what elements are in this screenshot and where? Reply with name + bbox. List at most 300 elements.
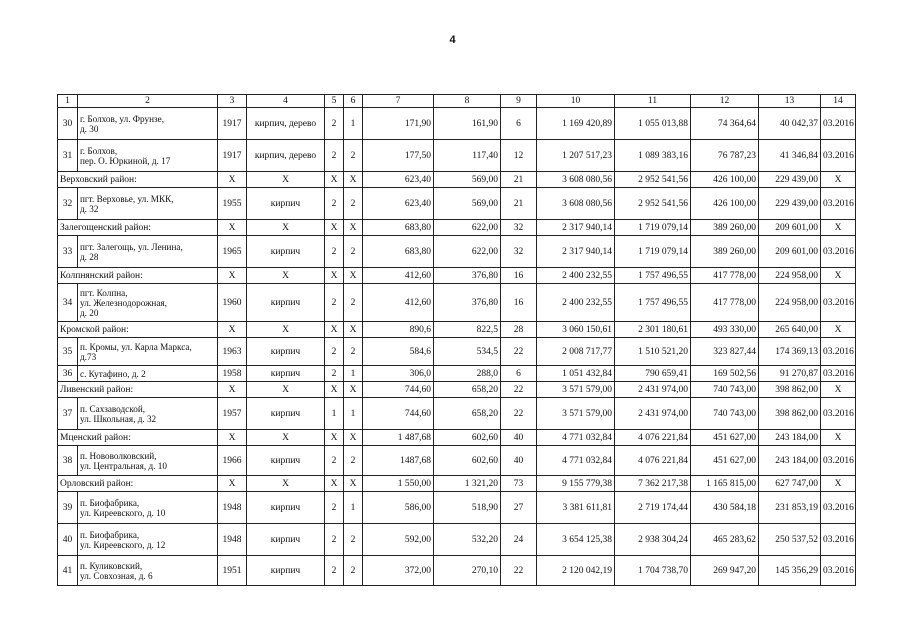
- total-area-cell: 744,60: [363, 398, 434, 430]
- year-cell: X: [218, 322, 247, 338]
- deadline-cell: 03.2016: [821, 188, 856, 220]
- floors-cell: 2: [325, 446, 344, 476]
- address-cell: [78, 338, 218, 366]
- total-area-cell: 372,00: [363, 556, 434, 586]
- cost-total-cell: 2 317 940,14: [537, 220, 615, 236]
- material-cell: кирпич: [247, 556, 325, 586]
- entrances-cell: 1: [344, 108, 363, 140]
- entrances-cell: 1: [344, 366, 363, 382]
- table-row: [58, 236, 856, 268]
- district-name: Кромской район:: [58, 322, 218, 338]
- deadline-cell: X: [821, 430, 856, 446]
- cost-fund-cell: 1 055 013,88: [615, 108, 691, 140]
- address-cell: [78, 556, 218, 586]
- year-cell: 1917: [218, 140, 247, 172]
- address-line: ул. Центральная, д. 10: [80, 460, 167, 471]
- residents-cell: 6: [501, 108, 537, 140]
- cost-region-cell: 323 827,44: [691, 338, 759, 366]
- total-area-cell: 412,60: [363, 268, 434, 284]
- year-cell: X: [218, 476, 247, 492]
- entrances-cell: X: [344, 476, 363, 492]
- header-cell: 6: [344, 95, 363, 108]
- header-cell: 11: [615, 95, 691, 108]
- cost-region-cell: 76 787,23: [691, 140, 759, 172]
- material-cell: кирпич, дерево: [247, 108, 325, 140]
- cost-total-cell: 4 771 032,84: [537, 430, 615, 446]
- header-cell: 1: [58, 95, 78, 108]
- living-area-cell: 602,60: [434, 430, 501, 446]
- address-cell: [78, 188, 218, 220]
- page-number: 4: [449, 34, 456, 46]
- residents-cell: 32: [501, 220, 537, 236]
- deadline-cell: X: [821, 172, 856, 188]
- total-area-cell: 586,00: [363, 492, 434, 524]
- address-line: п. Биофабрика,: [80, 529, 140, 540]
- entrances-cell: X: [344, 268, 363, 284]
- floors-cell: 2: [325, 338, 344, 366]
- row-number: 31: [58, 140, 78, 172]
- cost-total-cell: 3 571 579,00: [537, 398, 615, 430]
- floors-cell: X: [325, 476, 344, 492]
- entrances-cell: X: [344, 220, 363, 236]
- cost-fund-cell: 2 431 974,00: [615, 382, 691, 398]
- deadline-cell: 03.2016: [821, 108, 856, 140]
- header-cell: 12: [691, 95, 759, 108]
- header-cell: 2: [78, 95, 218, 108]
- residents-cell: 28: [501, 322, 537, 338]
- address-cell: [78, 236, 218, 268]
- entrances-cell: X: [344, 382, 363, 398]
- entrances-cell: 2: [344, 556, 363, 586]
- cost-total-cell: 4 771 032,84: [537, 446, 615, 476]
- row-number: 38: [58, 446, 78, 476]
- row-number: 41: [58, 556, 78, 586]
- total-area-cell: 1 487,68: [363, 430, 434, 446]
- cost-total-cell: 3 608 080,56: [537, 188, 615, 220]
- cost-local-cell: 250 537,52: [759, 524, 821, 556]
- cost-region-cell: 740 743,00: [691, 382, 759, 398]
- cost-fund-cell: 1 719 079,14: [615, 236, 691, 268]
- year-cell: 1917: [218, 108, 247, 140]
- cost-local-cell: 229 439,00: [759, 172, 821, 188]
- total-area-cell: 744,60: [363, 382, 434, 398]
- header-row: [58, 95, 856, 108]
- cost-total-cell: 1 207 517,23: [537, 140, 615, 172]
- cost-total-cell: 3 060 150,61: [537, 322, 615, 338]
- cost-region-cell: 169 502,56: [691, 366, 759, 382]
- cost-fund-cell: 2 952 541,56: [615, 188, 691, 220]
- address-line: ул. Школьная, д. 32: [80, 413, 157, 424]
- residents-cell: 16: [501, 268, 537, 284]
- address-cell: [78, 398, 218, 430]
- living-area-cell: 288,0: [434, 366, 501, 382]
- cost-fund-cell: 2 719 174,44: [615, 492, 691, 524]
- header-cell: 3: [218, 95, 247, 108]
- address-line: п. Нововолковский,: [80, 450, 157, 461]
- living-area-cell: 658,20: [434, 398, 501, 430]
- year-cell: 1965: [218, 236, 247, 268]
- deadline-cell: 03.2016: [821, 556, 856, 586]
- address-line: с. Кутафино, д. 2: [80, 368, 146, 379]
- material-cell: X: [247, 322, 325, 338]
- material-cell: X: [247, 382, 325, 398]
- cost-fund-cell: 2 938 304,24: [615, 524, 691, 556]
- residents-cell: 16: [501, 284, 537, 322]
- address-line: д. 28: [80, 251, 99, 262]
- total-area-cell: 1 550,00: [363, 476, 434, 492]
- total-area-cell: 890,6: [363, 322, 434, 338]
- table-row: [58, 338, 856, 366]
- cost-region-cell: 451 627,00: [691, 446, 759, 476]
- address-line: пгт. Залегощь, ул. Ленина,: [80, 241, 183, 252]
- address-line: п. Кромы, ул. Карла Маркса,: [80, 341, 192, 352]
- material-cell: кирпич: [247, 366, 325, 382]
- address-cell: [78, 524, 218, 556]
- cost-fund-cell: 7 362 217,38: [615, 476, 691, 492]
- residents-cell: 73: [501, 476, 537, 492]
- cost-region-cell: 269 947,20: [691, 556, 759, 586]
- cost-region-cell: 493 330,00: [691, 322, 759, 338]
- cost-local-cell: 229 439,00: [759, 188, 821, 220]
- header-cell: 10: [537, 95, 615, 108]
- cost-fund-cell: 1 757 496,55: [615, 268, 691, 284]
- year-cell: X: [218, 172, 247, 188]
- floors-cell: X: [325, 172, 344, 188]
- year-cell: 1957: [218, 398, 247, 430]
- cost-total-cell: 2 400 232,55: [537, 268, 615, 284]
- total-area-cell: 584,6: [363, 338, 434, 366]
- deadline-cell: X: [821, 476, 856, 492]
- material-cell: кирпич: [247, 338, 325, 366]
- entrances-cell: X: [344, 430, 363, 446]
- living-area-cell: 376,80: [434, 268, 501, 284]
- address-line: п. Куликовский,: [80, 560, 143, 571]
- deadline-cell: X: [821, 268, 856, 284]
- cost-fund-cell: 4 076 221,84: [615, 446, 691, 476]
- total-area-cell: 1487,68: [363, 446, 434, 476]
- living-area-cell: 376,80: [434, 284, 501, 322]
- table-row: [58, 188, 856, 220]
- row-number: 33: [58, 236, 78, 268]
- residents-cell: 24: [501, 524, 537, 556]
- cost-total-cell: 3 381 611,81: [537, 492, 615, 524]
- district-row: [58, 476, 856, 492]
- material-cell: кирпич: [247, 236, 325, 268]
- cost-local-cell: 145 356,29: [759, 556, 821, 586]
- deadline-cell: 03.2016: [821, 398, 856, 430]
- address-line: пгт. Верховье, ул. МКК,: [80, 193, 174, 204]
- district-name: Колпнянский район:: [58, 268, 218, 284]
- cost-local-cell: 231 853,19: [759, 492, 821, 524]
- address-line: д. 30: [80, 123, 99, 134]
- address-cell: [78, 366, 218, 382]
- cost-region-cell: 740 743,00: [691, 398, 759, 430]
- table-row: [58, 492, 856, 524]
- year-cell: X: [218, 220, 247, 236]
- living-area-cell: 622,00: [434, 220, 501, 236]
- living-area-cell: 1 321,20: [434, 476, 501, 492]
- cost-local-cell: 265 640,00: [759, 322, 821, 338]
- entrances-cell: 2: [344, 188, 363, 220]
- deadline-cell: X: [821, 382, 856, 398]
- living-area-cell: 569,00: [434, 188, 501, 220]
- material-cell: X: [247, 172, 325, 188]
- cost-total-cell: 3 608 080,56: [537, 172, 615, 188]
- district-row: [58, 172, 856, 188]
- year-cell: 1955: [218, 188, 247, 220]
- residents-cell: 27: [501, 492, 537, 524]
- cost-local-cell: 41 346,84: [759, 140, 821, 172]
- header-cell: 9: [501, 95, 537, 108]
- residents-cell: 21: [501, 188, 537, 220]
- deadline-cell: 03.2016: [821, 492, 856, 524]
- table-body: [58, 95, 856, 586]
- row-number: 36: [58, 366, 78, 382]
- residents-cell: 22: [501, 556, 537, 586]
- residents-cell: 22: [501, 398, 537, 430]
- year-cell: 1951: [218, 556, 247, 586]
- row-number: 37: [58, 398, 78, 430]
- cost-local-cell: 209 601,00: [759, 220, 821, 236]
- living-area-cell: 270,10: [434, 556, 501, 586]
- cost-local-cell: 174 369,13: [759, 338, 821, 366]
- deadline-cell: X: [821, 322, 856, 338]
- year-cell: 1958: [218, 366, 247, 382]
- floors-cell: 2: [325, 492, 344, 524]
- district-name: Орловский район:: [58, 476, 218, 492]
- deadline-cell: 03.2016: [821, 524, 856, 556]
- total-area-cell: 306,0: [363, 366, 434, 382]
- row-number: 34: [58, 284, 78, 322]
- table-row: [58, 446, 856, 476]
- row-number: 32: [58, 188, 78, 220]
- address-line: ул. Железнодорожная,: [80, 297, 167, 308]
- floors-cell: X: [325, 430, 344, 446]
- address-line: ул. Киреевского, д. 10: [80, 507, 166, 518]
- cost-fund-cell: 2 301 180,61: [615, 322, 691, 338]
- entrances-cell: 2: [344, 446, 363, 476]
- deadline-cell: 03.2016: [821, 236, 856, 268]
- total-area-cell: 623,40: [363, 172, 434, 188]
- cost-local-cell: 243 184,00: [759, 446, 821, 476]
- entrances-cell: 1: [344, 398, 363, 430]
- address-cell: [78, 140, 218, 172]
- residents-cell: 40: [501, 430, 537, 446]
- cost-fund-cell: 1 089 383,16: [615, 140, 691, 172]
- district-name: Ливенский район:: [58, 382, 218, 398]
- address-line: пгт. Колпна,: [80, 287, 128, 298]
- floors-cell: 2: [325, 108, 344, 140]
- cost-local-cell: 209 601,00: [759, 236, 821, 268]
- cost-total-cell: 2 400 232,55: [537, 284, 615, 322]
- table-row: [58, 398, 856, 430]
- living-area-cell: 534,5: [434, 338, 501, 366]
- living-area-cell: 117,40: [434, 140, 501, 172]
- floors-cell: X: [325, 382, 344, 398]
- floors-cell: X: [325, 322, 344, 338]
- cost-fund-cell: 790 659,41: [615, 366, 691, 382]
- material-cell: кирпич, дерево: [247, 140, 325, 172]
- floors-cell: 2: [325, 524, 344, 556]
- year-cell: X: [218, 268, 247, 284]
- floors-cell: 2: [325, 140, 344, 172]
- residents-cell: 22: [501, 382, 537, 398]
- residents-cell: 21: [501, 172, 537, 188]
- living-area-cell: 161,90: [434, 108, 501, 140]
- header-cell: 7: [363, 95, 434, 108]
- material-cell: X: [247, 430, 325, 446]
- address-cell: [78, 284, 218, 322]
- floors-cell: 2: [325, 188, 344, 220]
- cost-local-cell: 627 747,00: [759, 476, 821, 492]
- district-row: [58, 430, 856, 446]
- year-cell: 1960: [218, 284, 247, 322]
- year-cell: X: [218, 382, 247, 398]
- row-number: 35: [58, 338, 78, 366]
- table-row: [58, 366, 856, 382]
- cost-fund-cell: 1 719 079,14: [615, 220, 691, 236]
- cost-fund-cell: 2 431 974,00: [615, 398, 691, 430]
- district-row: [58, 322, 856, 338]
- total-area-cell: 683,80: [363, 236, 434, 268]
- living-area-cell: 822,5: [434, 322, 501, 338]
- cost-region-cell: 417 778,00: [691, 268, 759, 284]
- residents-cell: 12: [501, 140, 537, 172]
- header-cell: 5: [325, 95, 344, 108]
- year-cell: 1948: [218, 492, 247, 524]
- cost-local-cell: 398 862,00: [759, 398, 821, 430]
- entrances-cell: X: [344, 172, 363, 188]
- floors-cell: 2: [325, 556, 344, 586]
- living-area-cell: 532,20: [434, 524, 501, 556]
- address-line: пер. О. Юркиной, д. 17: [80, 155, 171, 166]
- cost-fund-cell: 1 704 738,70: [615, 556, 691, 586]
- entrances-cell: 2: [344, 524, 363, 556]
- living-area-cell: 658,20: [434, 382, 501, 398]
- cost-total-cell: 1 051 432,84: [537, 366, 615, 382]
- cost-local-cell: 40 042,37: [759, 108, 821, 140]
- residents-cell: 40: [501, 446, 537, 476]
- living-area-cell: 622,00: [434, 236, 501, 268]
- header-cell: 4: [247, 95, 325, 108]
- district-row: [58, 220, 856, 236]
- residents-cell: 6: [501, 366, 537, 382]
- deadline-cell: 03.2016: [821, 140, 856, 172]
- cost-region-cell: 451 627,00: [691, 430, 759, 446]
- cost-region-cell: 426 100,00: [691, 188, 759, 220]
- entrances-cell: 2: [344, 338, 363, 366]
- cost-fund-cell: 1 510 521,20: [615, 338, 691, 366]
- district-name: Верховский район:: [58, 172, 218, 188]
- address-cell: [78, 446, 218, 476]
- address-line: д.73: [80, 351, 97, 362]
- table-row: [58, 108, 856, 140]
- deadline-cell: 03.2016: [821, 338, 856, 366]
- row-number: 30: [58, 108, 78, 140]
- cost-fund-cell: 1 757 496,55: [615, 284, 691, 322]
- cost-local-cell: 398 862,00: [759, 382, 821, 398]
- floors-cell: 2: [325, 236, 344, 268]
- cost-local-cell: 224 958,00: [759, 268, 821, 284]
- floors-cell: X: [325, 220, 344, 236]
- address-line: ул. Совхозная, д. 6: [80, 570, 153, 581]
- cost-region-cell: 417 778,00: [691, 284, 759, 322]
- cost-fund-cell: 2 952 541,56: [615, 172, 691, 188]
- header-cell: 8: [434, 95, 501, 108]
- material-cell: X: [247, 476, 325, 492]
- residents-cell: 22: [501, 338, 537, 366]
- residents-cell: 32: [501, 236, 537, 268]
- year-cell: 1963: [218, 338, 247, 366]
- cost-region-cell: 389 260,00: [691, 220, 759, 236]
- table-row: [58, 524, 856, 556]
- cost-region-cell: 389 260,00: [691, 236, 759, 268]
- address-line: д. 20: [80, 307, 99, 318]
- district-name: Мценский район:: [58, 430, 218, 446]
- total-area-cell: 592,00: [363, 524, 434, 556]
- year-cell: 1966: [218, 446, 247, 476]
- year-cell: X: [218, 430, 247, 446]
- district-row: [58, 382, 856, 398]
- address-line: п. Сахзаводской,: [80, 403, 146, 414]
- deadline-cell: 03.2016: [821, 446, 856, 476]
- entrances-cell: X: [344, 322, 363, 338]
- living-area-cell: 518,90: [434, 492, 501, 524]
- address-line: ул. Киреевского, д. 12: [80, 539, 166, 550]
- cost-region-cell: 1 165 815,00: [691, 476, 759, 492]
- material-cell: X: [247, 220, 325, 236]
- total-area-cell: 171,90: [363, 108, 434, 140]
- total-area-cell: 623,40: [363, 188, 434, 220]
- address-line: г. Болхов, ул. Фрунзе,: [80, 113, 165, 124]
- cost-total-cell: 1 169 420,89: [537, 108, 615, 140]
- cost-total-cell: 2 120 042,19: [537, 556, 615, 586]
- deadline-cell: 03.2016: [821, 284, 856, 322]
- entrances-cell: 2: [344, 140, 363, 172]
- row-number: 40: [58, 524, 78, 556]
- table-row: [58, 284, 856, 322]
- floors-cell: 1: [325, 398, 344, 430]
- table-row: [58, 140, 856, 172]
- living-area-cell: 602,60: [434, 446, 501, 476]
- housing-table: [57, 94, 856, 586]
- floors-cell: 2: [325, 366, 344, 382]
- total-area-cell: 412,60: [363, 284, 434, 322]
- address-cell: [78, 492, 218, 524]
- cost-total-cell: 2 317 940,14: [537, 236, 615, 268]
- living-area-cell: 569,00: [434, 172, 501, 188]
- deadline-cell: 03.2016: [821, 366, 856, 382]
- year-cell: 1948: [218, 524, 247, 556]
- material-cell: кирпич: [247, 188, 325, 220]
- district-name: Залегощенский район:: [58, 220, 218, 236]
- deadline-cell: X: [821, 220, 856, 236]
- cost-region-cell: 74 364,64: [691, 108, 759, 140]
- entrances-cell: 2: [344, 284, 363, 322]
- entrances-cell: 2: [344, 236, 363, 268]
- table-row: [58, 556, 856, 586]
- cost-region-cell: 426 100,00: [691, 172, 759, 188]
- header-cell: 14: [821, 95, 856, 108]
- material-cell: кирпич: [247, 492, 325, 524]
- address-line: г. Болхов,: [80, 145, 118, 156]
- entrances-cell: 1: [344, 492, 363, 524]
- address-line: п. Биофабрика,: [80, 497, 140, 508]
- cost-local-cell: 243 184,00: [759, 430, 821, 446]
- cost-region-cell: 465 283,62: [691, 524, 759, 556]
- cost-local-cell: 224 958,00: [759, 284, 821, 322]
- material-cell: кирпич: [247, 524, 325, 556]
